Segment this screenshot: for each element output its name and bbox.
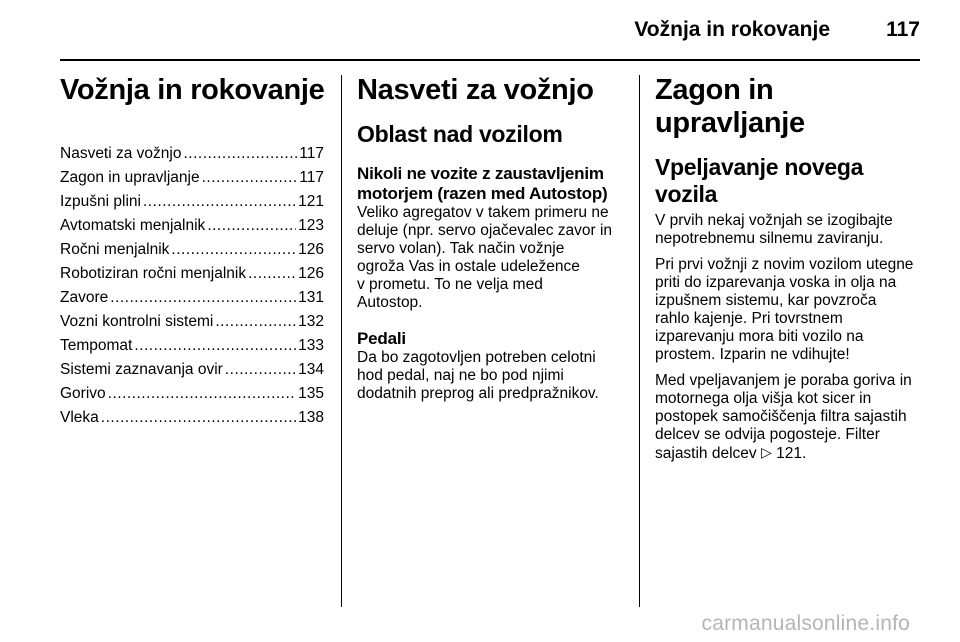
text-line: ogroža Vas in ostale udeležence (357, 258, 580, 275)
text-line: motornega olja višja kot sicer in (655, 390, 872, 407)
toc-leader-dots (225, 361, 296, 379)
toc-leader-dots (134, 337, 296, 355)
text-line (655, 445, 806, 462)
toc-leader-dots (202, 169, 298, 187)
toc-entry (60, 265, 324, 289)
toc-entry-label: Robotiziran ročni menjalnik (60, 265, 247, 282)
toc-entry-label: Avtomatski menjalnik (60, 217, 206, 234)
text-line: Da bo zagotovljen potreben celotni (357, 349, 596, 366)
column-divider-right (639, 75, 640, 607)
toc-entry-page: 117 (299, 145, 324, 162)
table-of-contents (60, 145, 324, 433)
text-line: prostem. Izparin ne vdihujte! (655, 346, 850, 363)
text-line: Veliko agregatov v takem primeru ne (357, 204, 609, 221)
column-3 (655, 74, 923, 463)
paragraph-never-coast (357, 204, 625, 312)
toc-leader-dots (143, 193, 296, 211)
watermark: carmanualsonline.info (701, 612, 910, 635)
toc-entry-label: Sistemi zaznavanja ovir (60, 361, 223, 378)
text-line: Autostop. (357, 294, 423, 311)
text-line: servo volan). Tak način vožnje (357, 240, 565, 257)
paragraph-running-in-consumption (655, 372, 923, 463)
toc-entry-label: Zavore (60, 289, 109, 306)
toc-entry (60, 289, 324, 313)
text-line: Pri prvi vožnji z novim vozilom utegne (655, 256, 914, 273)
toc-entry (60, 385, 324, 409)
text-line: hod pedal, naj ne bo pod njimi (357, 367, 564, 384)
heading-never-coast (357, 164, 625, 204)
toc-entry-label: Gorivo (60, 385, 106, 402)
toc-leader-dots (110, 289, 296, 307)
text-line: Med vpeljavanjem je poraba goriva in (655, 372, 912, 389)
toc-entry-page: 126 (298, 265, 324, 282)
paragraph-running-in-smoke (655, 256, 923, 364)
toc-leader-dots (207, 217, 296, 235)
toc-entry-label: Tempomat (60, 337, 133, 354)
heading-never-coast-line2: motorjem (razen med Autostop) (357, 184, 608, 203)
text-line: V prvih nekaj vožnjah se izogibajte (655, 212, 893, 229)
header-rule (60, 59, 920, 61)
toc-leader-dots (101, 409, 296, 427)
toc-entry (60, 145, 324, 169)
heading-never-coast-line1: Nikoli ne vozite z zaustavljenim (357, 164, 604, 183)
running-header (0, 18, 960, 52)
toc-entry-page: 138 (298, 409, 324, 426)
text-line: izpušnem sistemu, kar povzroča (655, 292, 877, 309)
toc-entry-label: Vleka (60, 409, 99, 426)
subsection-title-new-vehicle-running-in: Vpeljavanje novega vozila (655, 154, 864, 207)
section-title-driving-tips: Nasveti za vožnjo (357, 74, 594, 106)
toc-entry-page: 117 (299, 169, 324, 186)
toc-entry-label: Zagon in upravljanje (60, 169, 200, 186)
toc-entry-page: 131 (298, 289, 324, 306)
toc-leader-dots (108, 385, 296, 403)
column-divider-left (341, 75, 342, 607)
toc-entry (60, 193, 324, 217)
paragraph-running-in-braking (655, 212, 923, 248)
text-line: dodatnih preprog ali predpražnikov. (357, 385, 599, 402)
text-line: izparevanju mora biti vozilo na (655, 328, 864, 345)
text-line: rahlo kajenje. Pri tovrstnem (655, 310, 843, 327)
page-reference-arrow-icon: ▷ (760, 444, 772, 460)
toc-entry (60, 217, 324, 241)
text-line: delcev se odvija pogosteje. Filter (655, 426, 880, 443)
toc-leader-dots (215, 313, 296, 331)
text-line: nepotrebnemu silnemu zaviranju. (655, 230, 884, 247)
text-line: priti do izparevanja voska in olja na (655, 274, 897, 291)
toc-entry-label: Vozni kontrolni sistemi (60, 313, 214, 330)
page-reference-link[interactable]: 121. (776, 445, 807, 462)
text-line-part: sajastih delcev (655, 445, 757, 462)
toc-entry (60, 313, 324, 337)
toc-entry (60, 361, 324, 385)
toc-entry (60, 241, 324, 265)
toc-entry-page: 132 (298, 313, 324, 330)
toc-entry-page: 121 (298, 193, 324, 210)
toc-entry-page: 123 (298, 217, 324, 234)
toc-leader-dots (171, 241, 296, 259)
toc-leader-dots (183, 145, 297, 163)
subsection-title-vehicle-control: Oblast nad vozilom (357, 121, 563, 147)
toc-entry-page: 135 (298, 385, 324, 402)
toc-entry-page: 126 (298, 241, 324, 258)
paragraph-pedals (357, 349, 625, 403)
column-2 (357, 74, 625, 403)
heading-pedals: Pedali (357, 329, 406, 348)
toc-entry (60, 409, 324, 433)
toc-entry-label: Nasveti za vožnjo (60, 145, 182, 162)
text-line: v prometu. To ne velja med (357, 276, 543, 293)
running-title: Vožnja in rokovanje (634, 18, 830, 41)
toc-entry-label: Ročni menjalnik (60, 241, 170, 258)
toc-entry (60, 169, 324, 193)
toc-leader-dots (248, 265, 296, 283)
toc-entry-label: Izpušni plini (60, 193, 141, 210)
text-line: deluje (npr. servo ojačevalec zavor in (357, 222, 613, 239)
chapter-title: Vožnja in rokovanje (60, 74, 325, 106)
toc-entry (60, 337, 324, 361)
toc-entry-page: 133 (298, 337, 324, 354)
text-line: postopek samočiščenja filtra sajastih (655, 408, 907, 425)
toc-entry-page: 134 (298, 361, 324, 378)
page-number: 117 (886, 18, 920, 41)
section-title-starting-operating: Zagon in upravljanje (655, 74, 805, 139)
